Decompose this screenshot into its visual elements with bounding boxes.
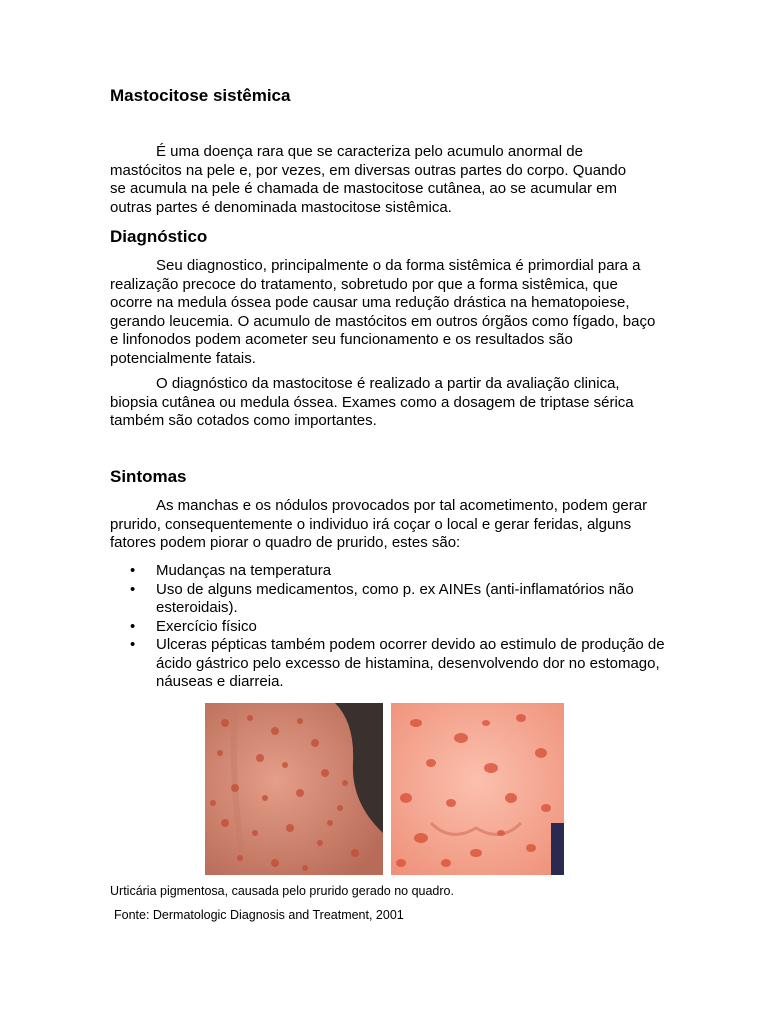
list-item: • Uso de alguns medicamentos, como p. ex AINEs (anti-inflamatórios não esteroidais).	[130, 580, 634, 616]
back-rash-photo	[205, 703, 383, 875]
section-heading-sintomas: Sintomas	[110, 467, 187, 486]
bullet-icon: •	[130, 617, 136, 635]
list-item: • Exercício físico	[130, 617, 257, 635]
bullet-icon: •	[130, 636, 136, 653]
section-heading-diagnostico: Diagnóstico	[110, 227, 208, 246]
symptom-list	[110, 562, 670, 692]
intro-paragraph: É uma doença rara que se caracteriza pelo acumulo anormal de mastócitos na pele e, por vezes, em diversas outras partes do corpo. Quando se acumula na pele é chamada de mastocitose cutânea, ao se acumular em outras partes é denominada mastocitose sistêmica.	[110, 143, 627, 216]
clinical-photos	[205, 703, 565, 875]
list-item: • Mudanças na temperatura	[130, 562, 332, 579]
list-item: • Ulceras pépticas também podem ocorrer devido ao estimulo de produção de ácido gástrico pelo excesso de histamina, desenvolvendo dor no estomago, náuseas e diarreia.	[130, 636, 665, 690]
figure-caption: Urticária pigmentosa, causada pelo prurido gerado no quadro.	[110, 884, 454, 898]
diagnostico-paragraph-2: O diagnóstico da mastocitose é realizado a partir da avaliação clinica, biopsia cutânea ou medula óssea. Exames como a dosagem de triptase sérica também são cotados como importantes.	[110, 375, 634, 429]
bullet-icon: •	[130, 562, 136, 579]
figure-source: Fonte: Dermatologic Diagnosis and Treatment, 2001	[114, 908, 404, 922]
sintomas-paragraph: As manchas e os nódulos provocados por tal acometimento, podem gerar prurido, consequentemente o individuo irá coçar o local e gerar feridas, alguns fatores podem piorar o quadro de prurido, estes são:	[110, 497, 648, 551]
chest-rash-photo	[391, 703, 564, 875]
bullet-icon: •	[130, 580, 136, 598]
page-title: Mastocitose sistêmica	[110, 86, 291, 105]
diagnostico-paragraph-1: Seu diagnostico, principalmente o da forma sistêmica é primordial para a realização precoce do tratamento, sobretudo por que a forma sistêmica, que ocorre na medula óssea pode causar uma redução drástica na hematopoiese, gerando leucemia. O acumulo de mastócitos em outros órgãos como fígado, baço e linfonodos podem acometer seu funcionamento e os resultados são potencialmente fatais.	[110, 257, 656, 367]
